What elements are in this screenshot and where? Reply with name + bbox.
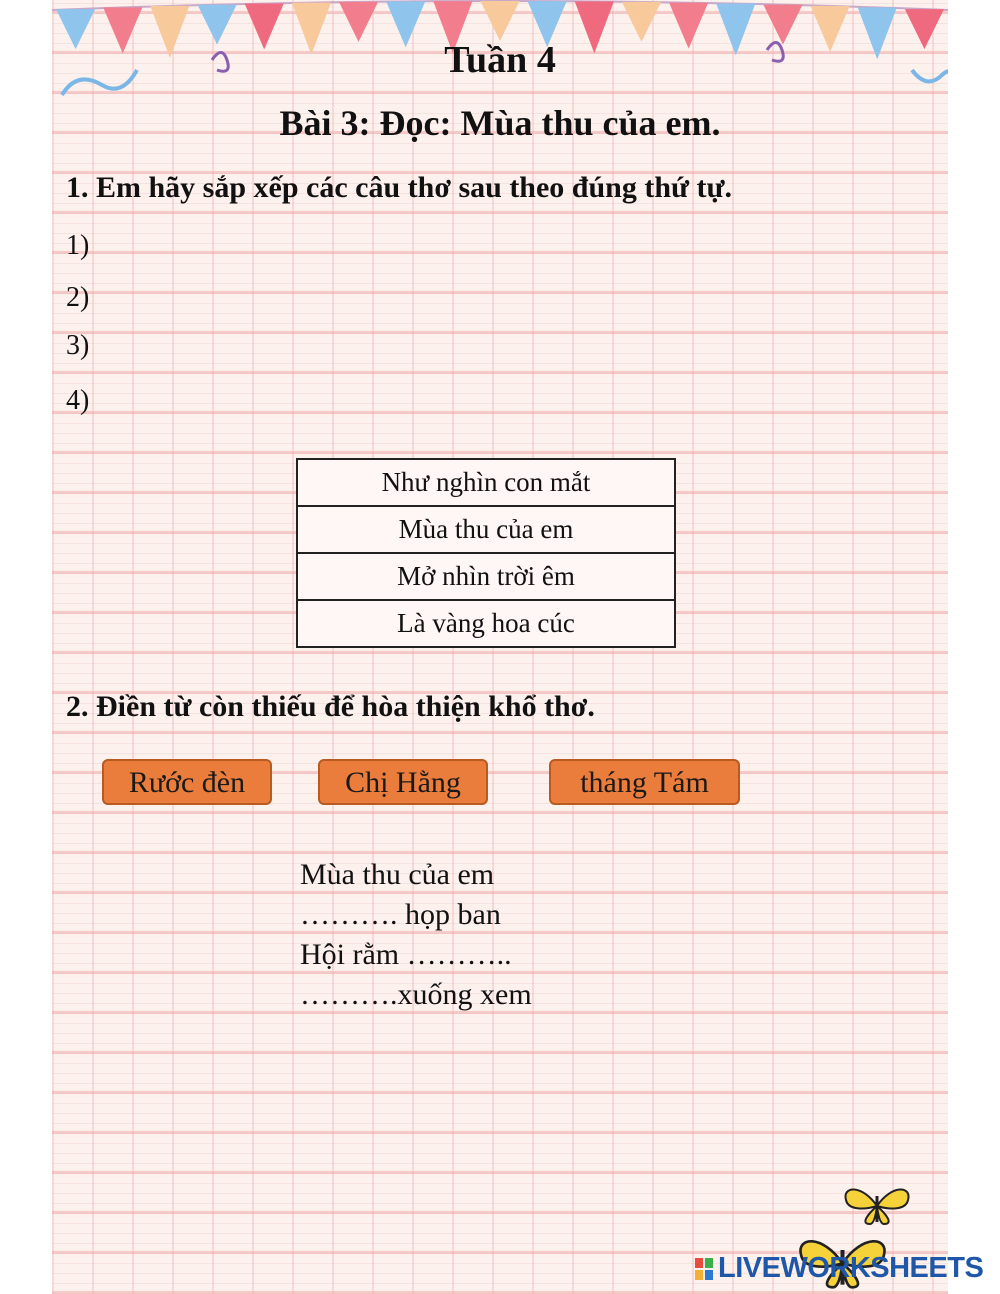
answer-slot-4[interactable]: 4)	[66, 385, 90, 416]
word-choice-ruoc-den[interactable]: Rước đèn	[102, 759, 272, 805]
poem-blank-line[interactable]: Hội rằm ………..	[300, 938, 512, 971]
word-choice-thang-tam[interactable]: tháng Tám	[549, 759, 740, 805]
poem-line-option[interactable]: Mở nhìn trời êm	[297, 553, 675, 600]
bunting-flag	[339, 2, 378, 42]
liveworksheets-logo[interactable]: LIVEWORKSHEETS	[718, 1252, 984, 1284]
poem-blank-line[interactable]: ……….xuống xem	[300, 978, 532, 1011]
butterfly-icon	[842, 1184, 912, 1226]
question-1-prompt: 1. Em hãy sắp xếp các câu thơ sau theo đúng thứ tự.	[66, 171, 733, 204]
week-title: Tuần 4	[444, 39, 556, 81]
liveworksheets-badge-icon	[695, 1258, 713, 1280]
poem-line: Mùa thu của em	[300, 858, 495, 891]
poem-line-option[interactable]: Mùa thu của em	[297, 506, 675, 553]
answer-slot-3[interactable]: 3)	[66, 330, 90, 361]
bunting-flag	[480, 1, 519, 41]
poem-line-option[interactable]: Là vàng hoa cúc	[297, 600, 675, 647]
lesson-title: Bài 3: Đọc: Mùa thu của em.	[279, 103, 721, 143]
word-choice-chi-hang[interactable]: Chị Hằng	[318, 759, 488, 805]
poem-lines-table	[296, 458, 676, 648]
poem-blank-line[interactable]: ………. họp ban	[300, 898, 501, 931]
poem-stanza	[300, 855, 532, 1015]
answer-slot-1[interactable]: 1)	[66, 230, 90, 261]
question-2-prompt: 2. Điền từ còn thiếu để hòa thiện khổ thơ.	[66, 690, 595, 723]
bunting-flag	[622, 2, 661, 42]
answer-slot-2[interactable]: 2)	[66, 282, 90, 313]
poem-line-option[interactable]: Như nghìn con mắt	[297, 459, 675, 506]
